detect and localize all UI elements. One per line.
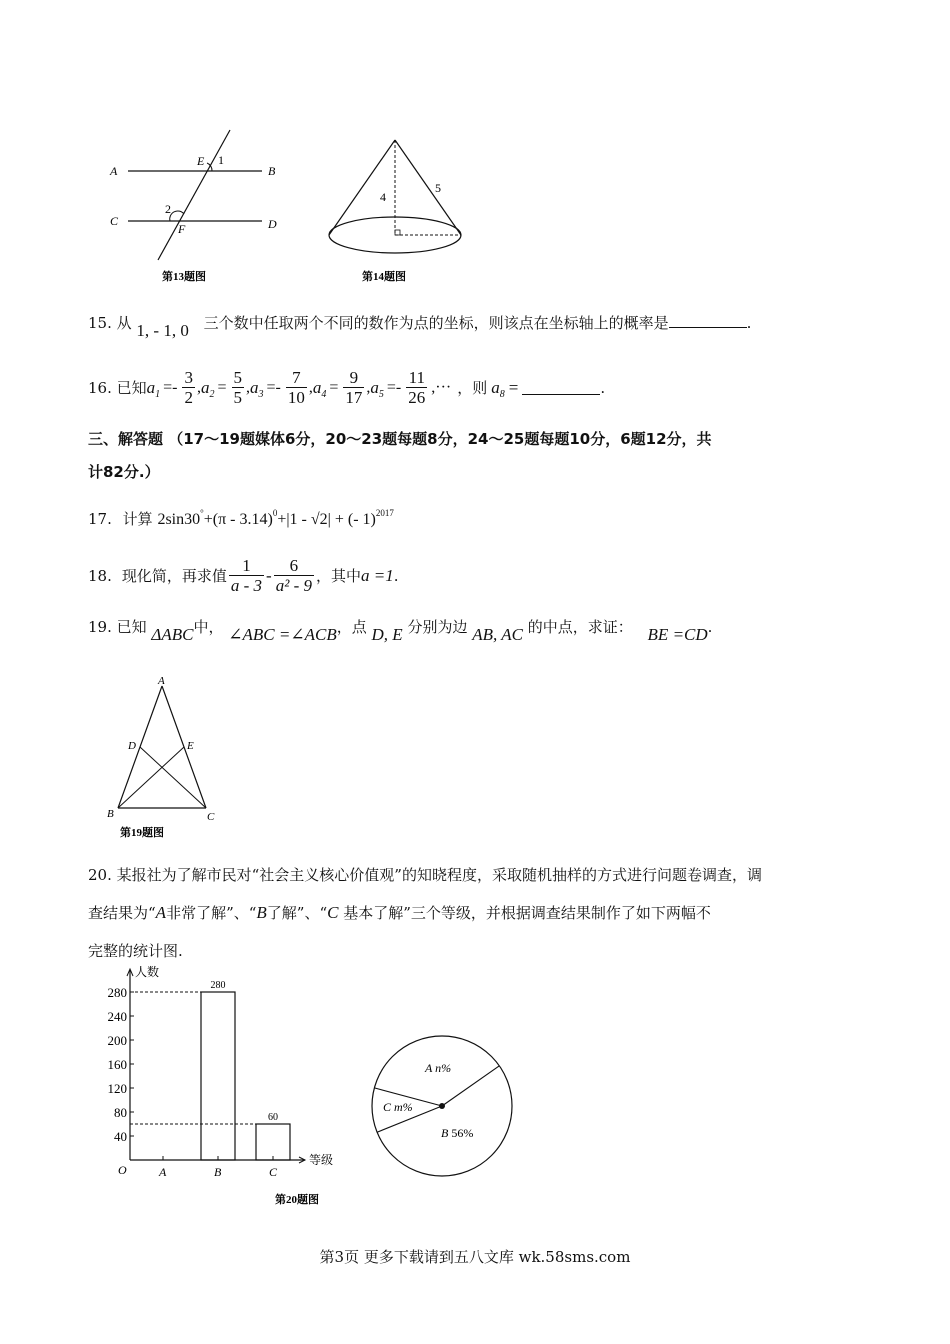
- q16-target-sub: 8: [499, 388, 505, 400]
- label-b: B: [268, 164, 276, 178]
- caption-20: 第20题图: [275, 1194, 319, 1206]
- q16-target-name: a: [491, 377, 500, 397]
- slice-grade-C: C: [383, 1100, 395, 1114]
- q16-term-sub: 4: [321, 388, 327, 400]
- q16-comma: ,: [366, 378, 371, 396]
- caption-14: 第14题图: [362, 271, 406, 283]
- q16-term-den: 2: [184, 388, 193, 407]
- slice-label-A: [424, 1061, 451, 1075]
- q16-term-num: 3: [184, 368, 193, 387]
- slice-grade-A: A: [425, 1061, 436, 1075]
- q16-number: 16. 已知: [88, 379, 147, 397]
- q15-values: 1, - 1, 0: [136, 321, 189, 340]
- q19-t3: 分别为边: [407, 618, 468, 636]
- y-tick-label: 200: [107, 1033, 127, 1048]
- q18-end: .: [393, 566, 399, 585]
- label-angle-2: 2: [165, 202, 171, 216]
- section-3-title: [88, 428, 712, 482]
- label-angle-1: 1: [218, 153, 224, 167]
- q17-exp-year: 2017: [375, 508, 394, 518]
- label-e: E: [197, 154, 205, 168]
- label-f: F: [178, 222, 186, 236]
- q16-term-name: $a_4$: [312, 377, 327, 400]
- q19-triangle: ΔABC: [151, 625, 194, 644]
- q16-term-name: $a_2$: [200, 377, 215, 400]
- bar-chart: [90, 960, 360, 1210]
- q19-t1: 中，: [193, 618, 224, 636]
- y-tick-label: 40: [114, 1129, 127, 1144]
- page-footer: 第3页 更多下载请到五八文库 wk.58sms.com: [319, 1248, 631, 1266]
- q16-comma: ,: [246, 378, 251, 396]
- cone-left-edge: [329, 140, 395, 235]
- q16-comma: ,: [196, 378, 201, 396]
- x-tick-label: A: [159, 1165, 167, 1179]
- q17-expr-a: 2sin30: [157, 511, 201, 528]
- slice-value-C: m%: [394, 1100, 413, 1114]
- q16-term-fraction: [343, 368, 364, 407]
- q16-target-eq: =: [508, 377, 519, 397]
- q15-number: 15. 从: [88, 314, 132, 332]
- label-slant: 5: [435, 181, 441, 195]
- q18-frac2-num: 6: [274, 556, 314, 576]
- q18-fraction-2: [274, 556, 314, 595]
- x-tick-label: C: [269, 1165, 278, 1179]
- q16-answer-blank[interactable]: [522, 380, 600, 395]
- bar-C: [256, 1124, 290, 1160]
- label-c: C: [110, 214, 119, 228]
- q18-frac1-num: 1: [229, 556, 264, 576]
- q16-term-den: 17: [345, 388, 363, 407]
- label-e: E: [187, 740, 194, 752]
- q16-target: [491, 378, 505, 398]
- y-tick-label: 80: [114, 1105, 127, 1120]
- segment-be: [118, 747, 184, 808]
- q18-frac1-den: a - 3: [230, 576, 263, 595]
- q16-term-num: 11: [406, 368, 427, 388]
- y-tick-label: 160: [107, 1057, 127, 1072]
- slice-label-C: [383, 1100, 413, 1114]
- q16-end: .: [600, 378, 606, 397]
- q16-ellipsis: ,···: [431, 378, 452, 396]
- transversal-line: [158, 130, 230, 260]
- q16-term-den: 10: [287, 388, 305, 407]
- q15-answer-blank[interactable]: [669, 313, 747, 328]
- q18-number: 18.: [88, 566, 112, 585]
- q19-t2: ，点: [336, 618, 367, 636]
- q20-line2: [88, 894, 762, 932]
- q16-term-fraction: [182, 368, 195, 407]
- q20-line1: 20. 某报社为了解市民对“社会主义核心价值观”的知晓程度，采取随机抽样的方式进行问题卷调查，调: [88, 866, 762, 884]
- q17-expression: [157, 508, 394, 528]
- q19-t4: 的中点，求证：: [527, 618, 633, 636]
- q16-term-sub: 3: [258, 388, 264, 400]
- question-19: [88, 616, 713, 644]
- pie-chart: [365, 1035, 525, 1185]
- q16-term-num: 5: [233, 368, 243, 387]
- q20-line3: 完整的统计图.: [88, 942, 183, 960]
- q15-end: .: [746, 314, 752, 332]
- q16-term: [147, 368, 197, 407]
- q18-text-b: ，其中: [315, 567, 361, 585]
- q16-term: [246, 368, 309, 407]
- cone-right-edge: [395, 140, 461, 235]
- slice-label-B: [441, 1126, 473, 1140]
- q16-term-sign: =: [329, 378, 339, 396]
- figure-19: [100, 672, 230, 842]
- q16-term-sub: 5: [378, 388, 384, 400]
- origin-label: O: [118, 1163, 127, 1177]
- q19-angle-eq: ∠ABC =∠ACB: [228, 625, 337, 644]
- q18-condition: a =1: [361, 565, 394, 585]
- q20-grade-c: C: [327, 903, 339, 922]
- figure-14: [320, 130, 470, 290]
- q16-comma: ,: [308, 378, 313, 396]
- bar-B: [201, 992, 235, 1160]
- q20-line2-c: 了解”、“: [266, 904, 328, 922]
- label-b: B: [107, 808, 114, 820]
- q19-points: D, E: [371, 625, 403, 644]
- label-height: 4: [380, 190, 386, 204]
- q16-term-name: $a_3$: [250, 377, 264, 400]
- x-tick-label: B: [214, 1165, 222, 1179]
- x-axis-label: 等级: [309, 1153, 334, 1167]
- q16-term-fraction: [406, 368, 427, 407]
- q17-number: 17.: [88, 510, 112, 528]
- caption-13: 第13题图: [162, 271, 206, 283]
- slice-grade-B: B: [441, 1126, 452, 1140]
- data-label-C: 60: [268, 1112, 278, 1123]
- q16-term-sub: 2: [209, 388, 215, 400]
- caption-19: 第19题图: [120, 827, 164, 839]
- q16-term: [366, 368, 429, 407]
- label-a: A: [158, 675, 165, 687]
- question-17: [88, 508, 394, 529]
- q20-line2-a: 查结果为“: [88, 904, 156, 922]
- q18-fraction-1: [229, 556, 264, 595]
- q17-text: 计算: [122, 510, 153, 528]
- q16-term-den: 26: [408, 388, 426, 407]
- q16-term-sign: =: [217, 378, 227, 396]
- q16-term-name: $a_5$: [370, 377, 384, 400]
- data-label-B: 280: [210, 980, 226, 991]
- q20-line2-b: 非常了解”、“: [166, 904, 257, 922]
- q17-expr-c: +|1 - √2| + (- 1): [277, 511, 376, 528]
- figure-13: [100, 120, 300, 290]
- q16-term-sub: 1: [155, 388, 161, 400]
- q16-term: [197, 368, 246, 407]
- question-15: [88, 312, 752, 340]
- label-d: D: [128, 740, 136, 752]
- q20-line2-d: 基本了解”三个等级，并根据调查结果制作了如下两幅不: [338, 904, 711, 922]
- q16-then: ，则: [457, 379, 488, 397]
- q19-number: 19. 已知: [88, 618, 147, 636]
- q16-term-sign: =-: [386, 378, 402, 396]
- q15-text: 三个数中任取两个不同的数作为点的坐标，则该点在坐标轴上的概率是: [203, 314, 669, 332]
- q19-end: .: [707, 618, 713, 636]
- label-c: C: [207, 811, 215, 823]
- q19-sides: AB, AC: [472, 625, 523, 644]
- q16-term-num: 9: [343, 368, 364, 388]
- segment-cd: [140, 747, 206, 808]
- q20-grade-b: B: [256, 903, 267, 922]
- label-a: A: [110, 164, 118, 178]
- label-d: D: [268, 217, 277, 231]
- slice-value-A: n%: [435, 1061, 452, 1075]
- section-3-title-line1: 三、解答题 （17～19题媒体6分，20～23题每题8分，24～25题每题10分，6题12分，共: [88, 430, 712, 448]
- slice-value-B: 56%: [451, 1126, 474, 1140]
- q16-term-sign: =-: [266, 378, 281, 396]
- pie-center: [439, 1103, 445, 1109]
- q16-term: [309, 368, 367, 407]
- q18-frac2-den: a² - 9: [275, 576, 312, 595]
- q16-term-num: 7: [286, 368, 307, 388]
- q18-text-a: 现化简，再求值: [121, 567, 227, 585]
- q17-degree: °: [200, 508, 204, 518]
- q16-term-den: 5: [233, 388, 243, 407]
- y-tick-label: 120: [107, 1081, 127, 1096]
- q16-term-name: $a_1$: [146, 377, 161, 400]
- q16-term-sign: =-: [163, 378, 178, 396]
- y-tick-label: 280: [107, 985, 127, 1000]
- question-18: [88, 556, 399, 595]
- q17-expr-b: +(π - 3.14): [203, 511, 273, 528]
- q16-term-fraction: [232, 368, 245, 407]
- q19-goal: BE =CD: [647, 625, 708, 644]
- y-tick-label: 240: [107, 1009, 127, 1024]
- question-16: [88, 368, 605, 407]
- q16-term-fraction: [286, 368, 307, 407]
- section-3-title-line2: 计82分.）: [88, 463, 160, 481]
- y-axis-label: 人数: [135, 965, 160, 979]
- q16-terms: [147, 368, 430, 407]
- q20-grade-a: A: [155, 903, 167, 922]
- q18-minus: -: [266, 565, 272, 585]
- right-angle-mark: [395, 230, 400, 235]
- q17-exp-zero: 0: [272, 508, 278, 518]
- question-20: [88, 856, 762, 970]
